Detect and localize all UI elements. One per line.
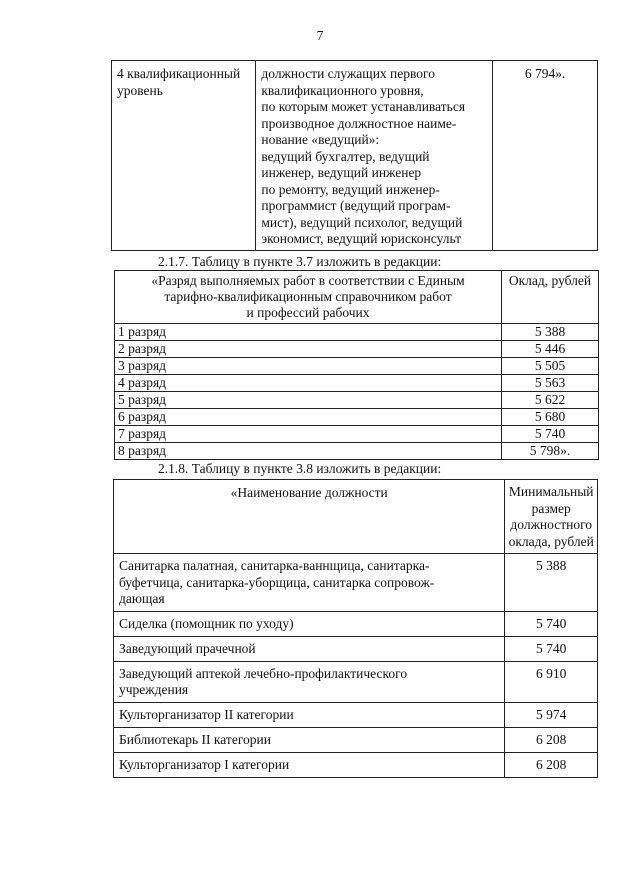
position-name-cell: Библиотекарь II категории	[114, 727, 505, 752]
positions-line: нование «ведущий»:	[261, 132, 380, 147]
salary-cell: 6 208	[505, 727, 598, 752]
table-row	[114, 752, 598, 777]
positions-cell	[256, 61, 493, 251]
salary-cell: 5 974	[505, 702, 598, 727]
positions-line: квалификационного уровня,	[261, 82, 424, 98]
salary-cell: 5 388	[505, 554, 598, 612]
position-name-line: буфетчица, санитарка-уборщица, санитарка сопровож-	[119, 574, 435, 590]
salary-header	[505, 480, 598, 554]
table-row	[114, 554, 598, 612]
salary-cell: 5 563	[502, 375, 599, 392]
salary-cell: 5 740	[502, 426, 599, 443]
salary-cell: 6 910	[505, 661, 598, 702]
table-row	[114, 727, 598, 752]
salary-cell: 5 740	[505, 636, 598, 661]
salary-header-line: Минимальный	[508, 484, 594, 499]
salary-cell: 5 622	[502, 392, 599, 409]
table-row	[115, 426, 599, 443]
salary-header-line: размер	[531, 500, 571, 516]
table-row	[112, 61, 598, 251]
position-name-cell: Культорганизатор I категории	[114, 752, 505, 777]
table-row	[115, 358, 599, 375]
positions-line: ведущий бухгалтер, ведущий	[261, 148, 430, 164]
positions-line: по которым может устанавливаться	[261, 99, 466, 114]
page-number: 7	[316, 28, 324, 43]
salary-cell: 5 505	[502, 358, 599, 375]
table-row	[115, 324, 599, 341]
positions-line: производное должностное наиме-	[261, 115, 457, 131]
positions-line: инженер, ведущий инженер	[261, 165, 422, 180]
qualification-table	[111, 60, 598, 251]
table-row	[115, 375, 599, 392]
positions-line: экономист, ведущий юрисконсульт	[261, 231, 462, 246]
positions-line: программист (ведущий програм-	[261, 198, 451, 213]
table-row	[115, 443, 599, 460]
salary-header: Оклад, рублей	[502, 271, 599, 324]
qualification-level-cell: 4 квалификационный уровень	[112, 61, 256, 251]
position-name-cell	[114, 554, 505, 612]
positions-line: по ремонту, ведущий инженер-	[261, 181, 440, 197]
salary-cell: 6 794».	[493, 61, 598, 251]
table-row	[114, 661, 598, 702]
table-row	[114, 636, 598, 661]
salary-cell: 5 446	[502, 341, 599, 358]
grade-header-line: тарифно-квалификационным справочником работ	[164, 289, 452, 304]
grade-cell: 1 разряд	[115, 324, 502, 341]
position-name-cell: Культорганизатор II категории	[114, 702, 505, 727]
table-row	[115, 392, 599, 409]
salary-cell: 5 740	[505, 611, 598, 636]
salary-header-line: оклада, рублей	[508, 533, 594, 549]
grade-cell: 2 разряд	[115, 341, 502, 358]
positions-line: мист), ведущий психолог, ведущий	[261, 214, 463, 230]
table-row	[115, 409, 599, 426]
position-name-line: учреждения	[119, 682, 189, 697]
salary-cell: 5 680	[502, 409, 599, 426]
grade-cell: 7 разряд	[115, 426, 502, 443]
position-name-line: дающая	[119, 591, 165, 606]
position-name-cell: Заведующий прачечной	[114, 636, 505, 661]
position-name-cell	[114, 661, 505, 702]
table-header-row	[115, 271, 599, 324]
position-name-header: «Наименование должности	[114, 480, 505, 554]
table-header-row	[114, 480, 598, 554]
instruction-2-1-7: 2.1.7. Таблицу в пункте 3.7 изложить в редакции:	[158, 254, 442, 269]
grade-header-line: и профессий рабочих	[246, 305, 370, 320]
position-name-line: Санитарка палатная, санитарка-ваннщица, санитарка-	[119, 558, 430, 573]
instruction-2-1-8: 2.1.8. Таблицу в пункте 3.8 изложить в редакции:	[158, 461, 442, 476]
salary-cell: 6 208	[505, 752, 598, 777]
position-name-line: Заведующий аптекой лечебно-профилактического	[119, 665, 408, 681]
grade-cell: 8 разряд	[115, 443, 502, 460]
salary-header-line: должностного	[510, 517, 593, 532]
grade-cell: 4 разряд	[115, 375, 502, 392]
grade-salary-table	[114, 270, 599, 460]
positions-line: должности служащих первого	[261, 66, 435, 81]
table-row	[114, 702, 598, 727]
position-name-cell: Сиделка (помощник по уходу)	[114, 611, 505, 636]
salary-cell: 5 388	[502, 324, 599, 341]
grade-cell: 3 разряд	[115, 358, 502, 375]
table-row	[115, 341, 599, 358]
table-row	[114, 611, 598, 636]
salary-cell: 5 798».	[502, 443, 599, 460]
grade-cell: 6 разряд	[115, 409, 502, 426]
grade-header	[115, 271, 502, 324]
position-salary-table	[113, 479, 598, 778]
grade-header-line: «Разряд выполняемых работ в соответствии с Единым	[151, 273, 465, 288]
grade-cell: 5 разряд	[115, 392, 502, 409]
